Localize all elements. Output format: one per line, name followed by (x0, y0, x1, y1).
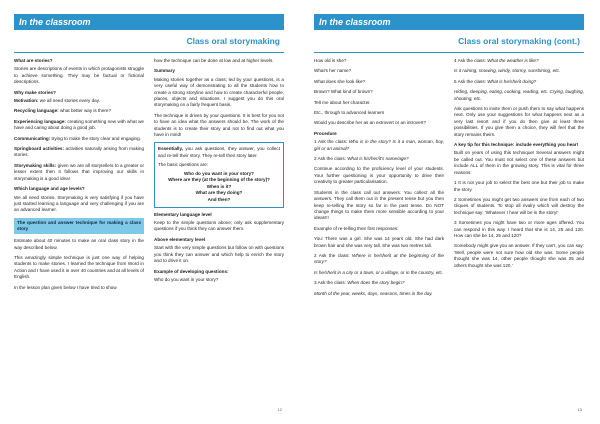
box-intro (158, 146, 280, 159)
section-header: In the classroom (14, 14, 284, 30)
section-heading: What are stories? (14, 58, 53, 63)
paragraph: The technique is driven by your questions. It is best for you not to have an idea what the answers should be. The work of the students is to create their story and not to find out what you have in mind! (154, 112, 284, 138)
labeled-paragraph (14, 163, 144, 182)
right-column (154, 58, 284, 295)
paragraph: You: There was a girl. She was 14 years old. She had dark brown hair and she was very tall. She was two metres tall. (314, 236, 444, 248)
paragraph: Tell me about her character. (314, 99, 371, 105)
example-text: Hiding, sleeping, eating, cooking, reading, etc. Crying, laughing, shouting, etc. (454, 89, 584, 101)
paragraph: Making stories together as a class; led by your questions, is a very useful way of demonstrating to all the students how to create a strong storyline and how to create characterful people, places, objects and situations. I suggest you do this oral storymaking on a fairly frequent basis. (154, 76, 284, 108)
column-bottom-content (154, 212, 284, 284)
section-heading: Which language and age levels? (14, 186, 85, 192)
paragraph: This amazingly simple technique is just one way of helping students to make stories. I learned the technique from Word in Action and I have used it in over 40 countries and at all levels of English. (14, 254, 144, 280)
example-text: Is it raining, snowing, windy, stormy, sunshining, etc. (454, 68, 561, 74)
paragraph: Stories are descriptions of events in which protagonists struggle to achieve something. They may be factual or fictional descriptions. (14, 66, 144, 85)
paragraph: 1 It is not your job to select the best one but their job to make the story. (454, 180, 584, 192)
paragraph: Would you describe her as an extrovert or an introvert? (314, 120, 427, 126)
paragraph-label: Motivation: (14, 98, 39, 104)
page-title: Class oral storymaking (186, 36, 280, 46)
paragraph-text: what better way is there? (58, 108, 112, 114)
labeled-paragraph (14, 119, 144, 132)
paragraph: Etc., through to advanced learners (314, 110, 385, 116)
section-heading: A key tip for this technique: include everything you hear! (454, 142, 579, 148)
left-column (14, 58, 144, 295)
labeled-paragraph (14, 98, 144, 104)
example-text: Month of the year, weeks, days, seasons, times in the day. (314, 290, 433, 296)
section-heading: Elementary language level (154, 211, 212, 217)
step-question: What the weather is like? (487, 58, 539, 63)
labeled-paragraph (14, 108, 144, 114)
step-text: 2 Ask the class: (314, 252, 353, 258)
box-intro-text: you ask questions, they answer, you collect and re-tell their story. They re-tell their story later. (158, 146, 280, 158)
right-column (454, 58, 584, 301)
paragraph: Somebody might give you an answer. If they can't, you can say: 'Well, people were not sure how old she was. Some people thought she was 14, other people thought she was 25 and others thought she was 120.' (454, 243, 584, 268)
column-top-content (154, 58, 284, 138)
step-text: 1 Ask the class: (314, 139, 349, 145)
section-heading: Summary (154, 68, 175, 74)
section-heading: Procedure (314, 130, 337, 136)
procedure-step (454, 58, 584, 64)
step-text: 4 Ask the class: (454, 58, 488, 63)
title-divider (14, 52, 284, 53)
highlight-heading: The question and answer technique for making a class story (14, 218, 144, 234)
procedure-step (314, 253, 444, 266)
step-text: 5 Ask the class: (454, 78, 488, 84)
step-question: When does the story begin? (347, 280, 405, 286)
paragraph: Ask questions to invite them or push them to say what happens next. Only use your suggestions for what happens next as a very last resort and if you do then give at least three possibilities. If you give them a choice, they will feel that the story remains theirs. (454, 106, 584, 137)
paragraph: We all need stories. Storymaking is very satisfying if you have just started learning a language and very challenging if you are an advanced learner. (14, 194, 144, 213)
basic-questions-list (158, 171, 280, 204)
basic-question: What are they doing? (195, 190, 243, 196)
paragraph: Who do you want in your story? (154, 276, 219, 282)
labeled-paragraph (14, 136, 144, 142)
paragraph-label: Communicating: (14, 135, 51, 141)
paragraph: Estimate about 40 minutes to make an oral class story in the way described below. (14, 238, 144, 250)
paragraph: Continue according to the proficiency level of your students. Your further questioning is your opportunity to drive their creativity to greater particularisation. (314, 166, 444, 185)
procedure-step (454, 79, 584, 85)
paragraph: how the technique can be done at low and at higher levels. (154, 58, 274, 63)
paragraph: What's her name? (314, 68, 352, 74)
right-page (314, 14, 584, 414)
paragraph: What does she look like? (314, 78, 366, 84)
columns (14, 58, 284, 295)
paragraph: Example of re-telling their first responses: (314, 225, 399, 231)
paragraph: How old is she? (314, 58, 347, 63)
step-question: What is his/her/it's name/age? (347, 156, 409, 162)
step-question: What is he/she/it doing? (487, 78, 537, 84)
procedure-step (314, 139, 444, 152)
paragraph: Students in the class call out answers. You collect all the answers. They call them out in the present tense but you then keep re-telling the story so far in the past tense. Do NOT change things to make them more sensible according to your ideas!!! (314, 189, 444, 221)
left-column (314, 58, 444, 301)
section-heading: Example of developing questions: (154, 268, 229, 274)
paragraph-label: Springboard activities: (14, 146, 64, 152)
example-text: Is he/she/it in a city or a town, or a village, or in the country, etc. (314, 269, 444, 275)
page-number: 13 (577, 407, 582, 412)
title-divider (314, 52, 584, 53)
paragraph: Built on years of using this technique! Several answers might be called out. You must not select one of these answers but include ALL of them in the growing story. This is vital for three reasons: (454, 150, 584, 175)
box-intro-label: Essentially, (158, 146, 183, 152)
paragraph-text: creating something new with what we have and caring about doing a good job. (14, 118, 144, 131)
paragraph-text: activities naturally arising from making stories. (14, 146, 144, 158)
paragraph-text: we all need stories every day. (38, 98, 100, 104)
paragraph: Keep to the simple questions above; only ask supplementary questions if you think they can answer them. (154, 220, 284, 232)
paragraph: 3 Sometimes you might have two or more ages offered. You can respond in this way. I heard that she is 14, 25 and 120. How can she be 14, 25 and 120? (454, 220, 584, 238)
basic-question: Who do you want in your story? (184, 170, 254, 176)
step-question: Where is he/she/it at the beginning of the story? (314, 252, 444, 265)
step-text: 2 Ask the class: (314, 156, 348, 162)
section-heading: Above elementary level (154, 236, 206, 242)
section-header: In the classroom (314, 14, 584, 30)
paragraph-label: Experiencing language: (14, 118, 66, 124)
basic-question: Where are they (at the beginning of the story)? (168, 177, 270, 183)
paragraph-text: trying to make the story clear and engaging. (50, 135, 141, 141)
left-page (14, 14, 284, 414)
paragraph-label: Storymaking skills: (14, 162, 57, 168)
labeled-paragraph (14, 146, 144, 159)
paragraph-text: given we are all storytellers to a greater or lesser extent then it follows that improving our skills in storymaking is a good idea! (14, 162, 145, 181)
page-number: 12 (277, 407, 282, 412)
section-heading: Why make stories? (14, 89, 56, 95)
step-text: 3 Ask the class: (314, 280, 348, 286)
basic-question: When is it? (206, 183, 232, 189)
step-question: Who is in the story? Is it a man, woman, boy, girl or an animal? (314, 139, 445, 151)
columns (314, 58, 584, 301)
paragraph: In the lesson plan given below I have tried to show (14, 284, 117, 290)
page-title: Class oral storymaking (cont.) (458, 36, 580, 46)
paragraph-label: Recycling language: (14, 108, 59, 114)
procedure-step (314, 280, 444, 286)
paragraph: Brown? What kind of brown? (314, 89, 373, 95)
basic-question: And then? (207, 197, 231, 203)
paragraph: Start with the very simple questions but follow on with questions you think they can answer and which help to enrich the story and to drive it on. (154, 245, 284, 264)
procedure-step (314, 156, 444, 162)
paragraph: 2 Sometimes you might get two answers one from each of two cliques of students. To stop all rivalry which will destroy the technique say: 'Whatever I hear will be in the story!' (454, 196, 584, 215)
box-list-intro: The basic questions are: (158, 162, 209, 168)
key-questions-box (154, 142, 284, 207)
